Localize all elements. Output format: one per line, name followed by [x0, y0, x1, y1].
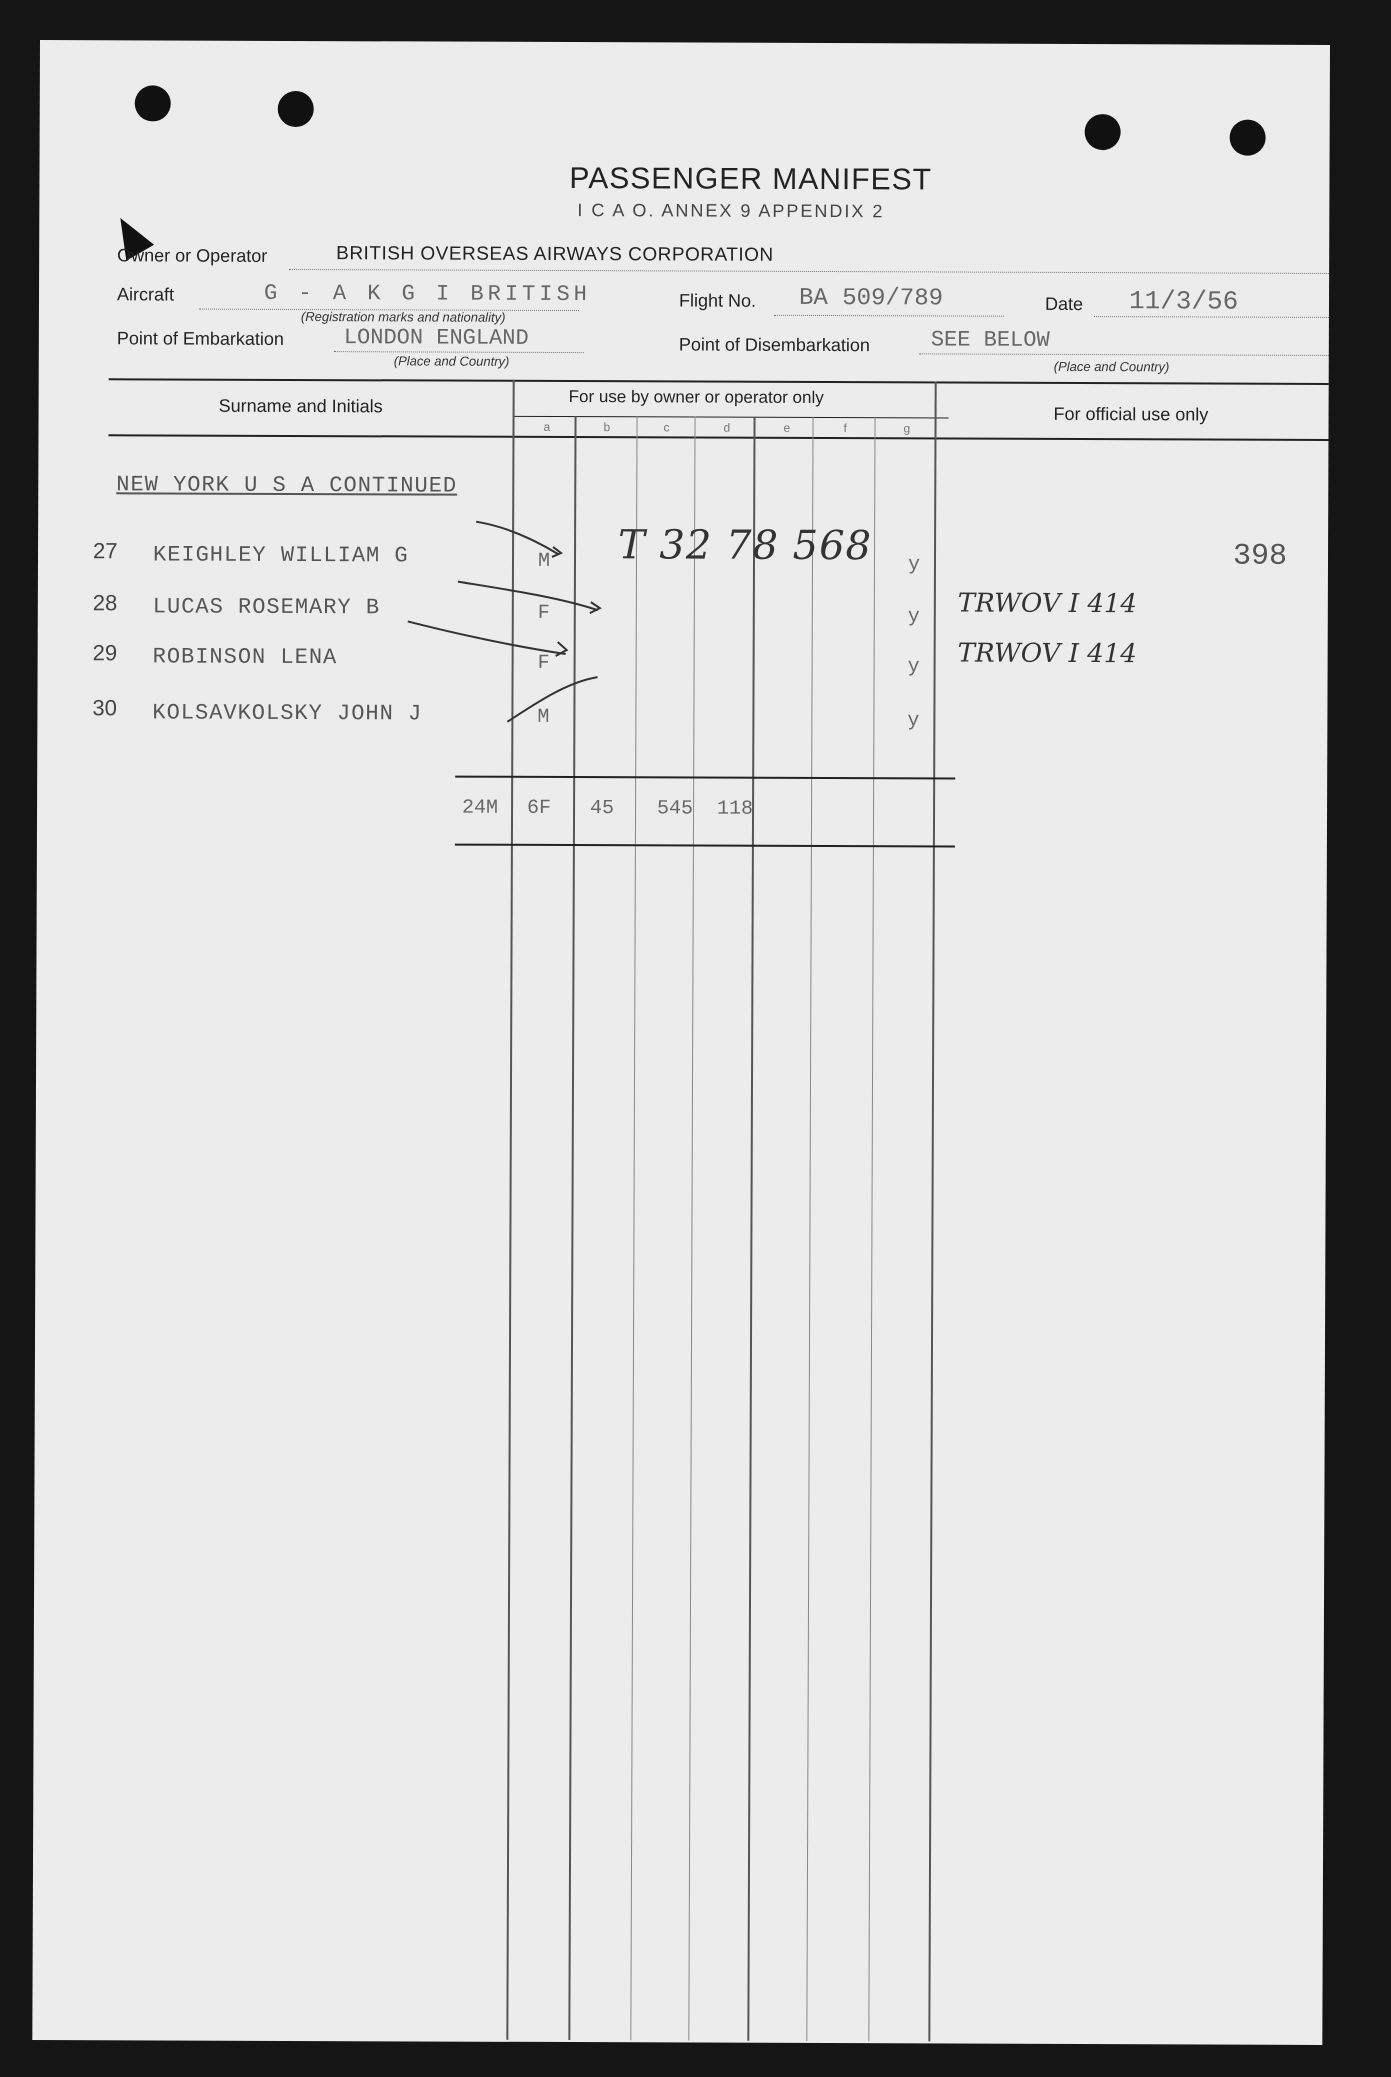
official-note: TRWOV I 414	[957, 588, 1138, 620]
flight-label: Flight No.	[678, 290, 757, 311]
passenger-sex: M	[537, 549, 551, 573]
form-title: PASSENGER MANIFEST	[569, 162, 933, 197]
col-owner-use-header: For use by owner or operator only	[568, 387, 824, 408]
column-g-mark: y	[907, 709, 920, 733]
total-d: 118	[717, 797, 754, 821]
aircraft-label: Aircraft	[116, 284, 175, 305]
disembark-value: SEE BELOW	[930, 327, 1050, 353]
passenger-name: ROBINSON LENA	[152, 644, 338, 671]
column-g-mark: y	[907, 655, 920, 679]
manifest-sheet	[32, 40, 1330, 2045]
row-number: 28	[92, 590, 118, 616]
passenger-name: LUCAS ROSEMARY B	[152, 594, 381, 621]
flight-value: BA 509/789	[798, 284, 944, 313]
passenger-sex: F	[537, 601, 550, 625]
place-caption-right: (Place and Country)	[1053, 358, 1170, 375]
sub-letter-e: e	[783, 420, 791, 435]
total-females: 6F	[527, 796, 552, 820]
column-g-mark: y	[907, 553, 921, 577]
section-heading: NEW YORK U S A CONTINUED	[116, 472, 458, 499]
embark-value: LONDON ENGLAND	[343, 325, 529, 351]
aircraft-value: G - A K G I BRITISH	[263, 280, 591, 308]
passenger-name: KOLSAVKOLSKY JOHN J	[152, 700, 423, 727]
form-subtitle: I C A O. ANNEX 9 APPENDIX 2	[577, 200, 885, 222]
passenger-sex: F	[537, 651, 550, 675]
sub-letter-c: c	[663, 420, 670, 435]
passenger-name: KEIGHLEY WILLIAM G	[152, 542, 409, 569]
page-number: 398	[1232, 539, 1288, 574]
col-surname-header: Surname and Initials	[218, 395, 383, 417]
registration-caption: (Registration marks and nationality)	[300, 309, 506, 325]
sub-letter-b: b	[603, 420, 611, 435]
sub-letter-f: f	[843, 421, 847, 436]
row-number: 27	[92, 538, 118, 564]
embark-label: Point of Embarkation	[116, 328, 284, 349]
owner-value: BRITISH OVERSEAS AIRWAYS CORPORATION	[336, 243, 774, 266]
disembark-label: Point of Disembarkation	[678, 334, 870, 356]
owner-label: Owner or Operator	[117, 245, 268, 266]
date-value: 11/3/56	[1128, 286, 1239, 317]
date-label: Date	[1044, 293, 1084, 315]
total-males: 24M	[462, 796, 499, 820]
place-caption-left: (Place and Country)	[393, 353, 510, 369]
sub-letter-g: g	[903, 421, 911, 436]
row-number: 29	[92, 640, 118, 666]
passenger-sex: M	[537, 705, 550, 729]
total-b: 45	[590, 797, 615, 821]
total-c: 545	[657, 797, 694, 821]
col-official-header: For official use only	[1053, 403, 1209, 425]
sub-letter-d: d	[723, 420, 731, 435]
sub-letter-a: a	[543, 419, 551, 434]
column-g-mark: y	[907, 605, 920, 629]
handwritten-note: T 32 78 568	[617, 522, 873, 570]
official-note: TRWOV I 414	[957, 638, 1137, 670]
row-number: 30	[92, 695, 117, 721]
